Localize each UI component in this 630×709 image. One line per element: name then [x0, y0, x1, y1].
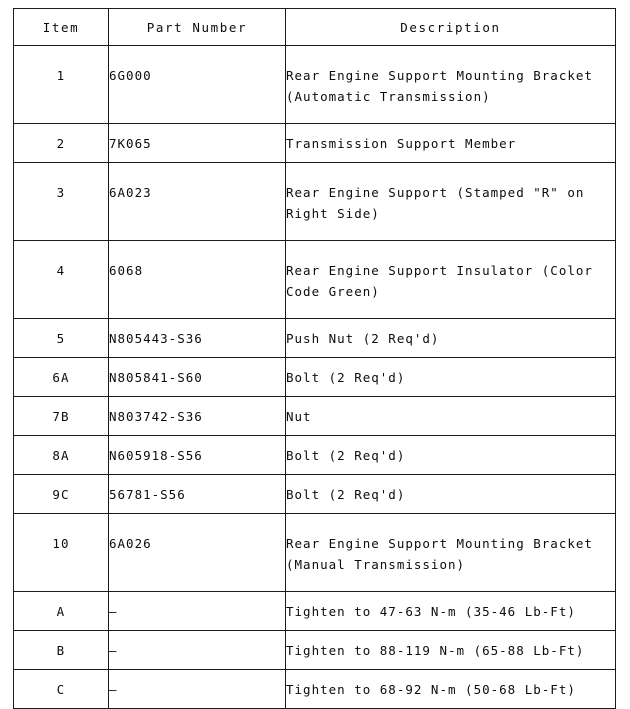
- column-header-part-number: Part Number: [109, 9, 286, 46]
- cell-part-number: 6G000: [109, 46, 286, 124]
- cell-part-number: 7K065: [109, 124, 286, 163]
- table-row: [14, 163, 616, 241]
- cell-description: [286, 163, 616, 241]
- cell-description: [286, 631, 616, 670]
- cell-description: [286, 319, 616, 358]
- description-line: Tighten to 47-63 N-m (35-46 Lb-Ft): [286, 603, 576, 619]
- cell-part-number: N805443-S36: [109, 319, 286, 358]
- cell-part-number: N805841-S60: [109, 358, 286, 397]
- table-header-row: [14, 9, 616, 46]
- cell-part-number: 6068: [109, 241, 286, 319]
- cell-item: 5: [14, 319, 109, 358]
- table-row: [14, 475, 616, 514]
- cell-item: 8A: [14, 436, 109, 475]
- cell-part-number: —: [109, 670, 286, 709]
- cell-item: A: [14, 592, 109, 631]
- cell-description: [286, 397, 616, 436]
- cell-description: [286, 124, 616, 163]
- cell-description: [286, 592, 616, 631]
- description-line: Right Side): [286, 205, 380, 221]
- parts-table: [13, 8, 616, 709]
- cell-item: 3: [14, 163, 109, 241]
- description-line: Bolt (2 Req'd): [286, 447, 406, 463]
- cell-description: [286, 475, 616, 514]
- cell-item: 1: [14, 46, 109, 124]
- cell-description: [286, 358, 616, 397]
- description-line: Code Green): [286, 283, 380, 299]
- cell-part-number: N803742-S36: [109, 397, 286, 436]
- description-line: Push Nut (2 Req'd): [286, 330, 440, 346]
- table-row: [14, 631, 616, 670]
- table-row: [14, 514, 616, 592]
- description-line: Tighten to 88-119 N-m (65-88 Lb-Ft): [286, 642, 585, 658]
- column-header-description: Description: [286, 9, 616, 46]
- cell-item: 7B: [14, 397, 109, 436]
- cell-description: [286, 241, 616, 319]
- description-line: Tighten to 68-92 N-m (50-68 Lb-Ft): [286, 681, 576, 697]
- cell-item: 2: [14, 124, 109, 163]
- description-line: Rear Engine Support (Stamped "R" on: [286, 184, 585, 200]
- description-line: Nut: [286, 408, 312, 424]
- cell-part-number: 6A023: [109, 163, 286, 241]
- cell-part-number: —: [109, 631, 286, 670]
- table-row: [14, 241, 616, 319]
- description-line: Rear Engine Support Mounting Bracket: [286, 535, 593, 551]
- cell-item: C: [14, 670, 109, 709]
- column-header-item: Item: [14, 9, 109, 46]
- description-line: Bolt (2 Req'd): [286, 486, 406, 502]
- table-row: [14, 670, 616, 709]
- cell-part-number: —: [109, 592, 286, 631]
- cell-item: 9C: [14, 475, 109, 514]
- table-row: [14, 358, 616, 397]
- cell-item: 6A: [14, 358, 109, 397]
- cell-part-number: 6A026: [109, 514, 286, 592]
- description-line: (Manual Transmission): [286, 556, 466, 572]
- description-line: Transmission Support Member: [286, 135, 517, 151]
- description-line: Bolt (2 Req'd): [286, 369, 406, 385]
- cell-item: 10: [14, 514, 109, 592]
- table-row: [14, 436, 616, 475]
- cell-description: [286, 436, 616, 475]
- cell-description: [286, 46, 616, 124]
- cell-part-number: N605918-S56: [109, 436, 286, 475]
- table-row: [14, 46, 616, 124]
- cell-item: 4: [14, 241, 109, 319]
- cell-part-number: 56781-S56: [109, 475, 286, 514]
- description-line: Rear Engine Support Insulator (Color: [286, 262, 593, 278]
- table-body: [14, 46, 616, 709]
- description-line: Rear Engine Support Mounting Bracket: [286, 67, 593, 83]
- cell-item: B: [14, 631, 109, 670]
- table-row: [14, 397, 616, 436]
- table-row: [14, 124, 616, 163]
- table-row: [14, 319, 616, 358]
- table-header: [14, 9, 616, 46]
- description-line: (Automatic Transmission): [286, 88, 491, 104]
- cell-description: [286, 514, 616, 592]
- cell-description: [286, 670, 616, 709]
- table-row: [14, 592, 616, 631]
